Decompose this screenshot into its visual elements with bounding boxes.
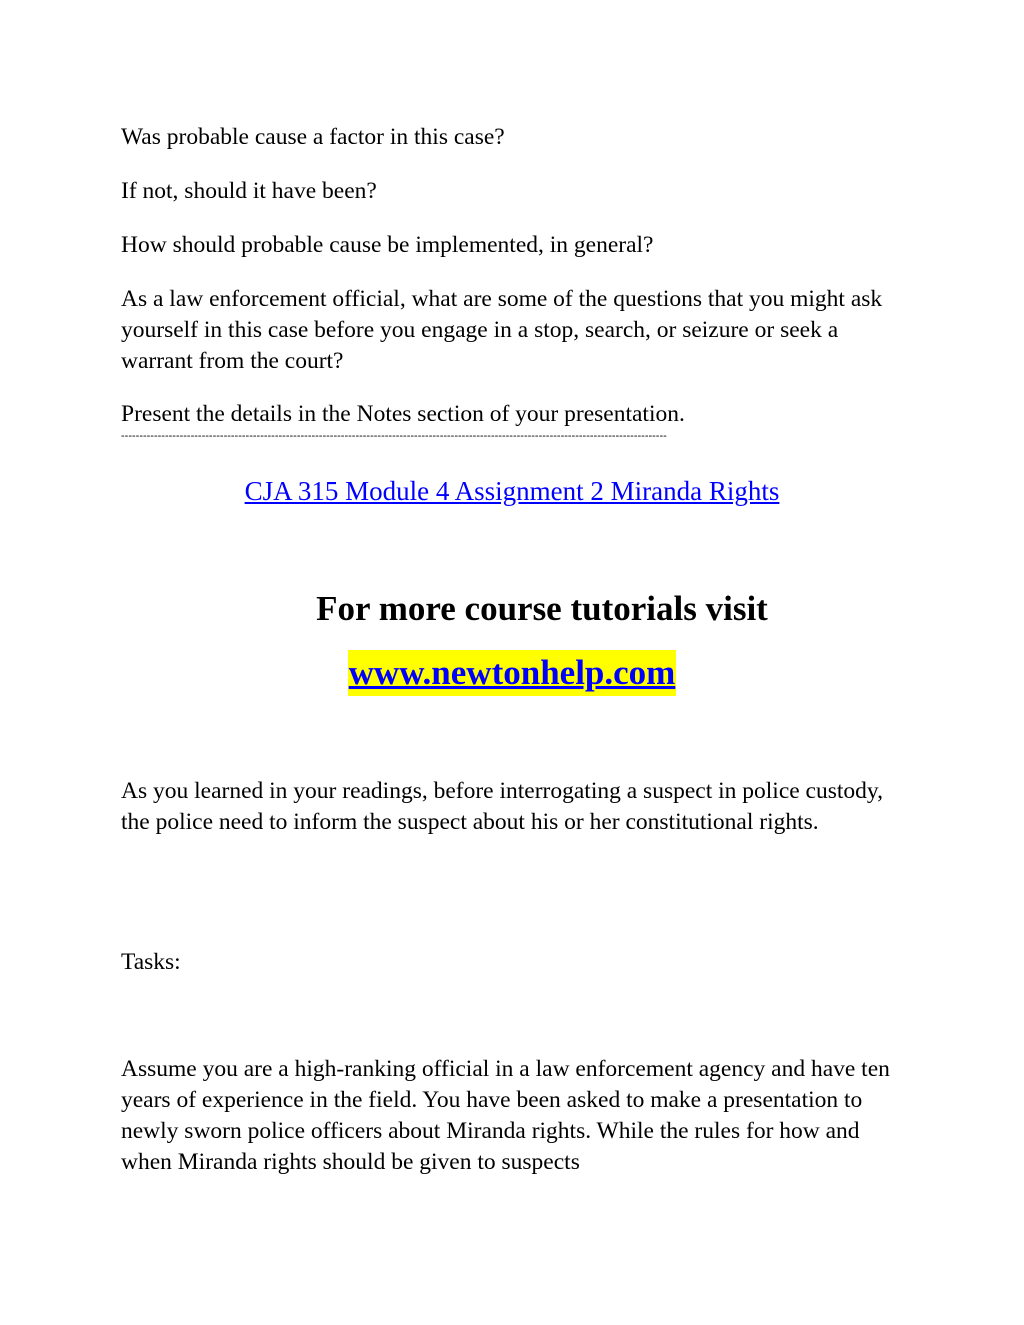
- intro-paragraph: As you learned in your readings, before interrogating a suspect in police custody, the police need to inform the suspect about his or her constitutional rights.: [121, 778, 884, 835]
- question-law-enforcement-official: As a law enforcement official, what are some of the questions that you might ask yourself in this case before you engage in a stop, search, or seizure or seek a warrant from the court?: [121, 286, 883, 374]
- question-implementation: How should probable cause be implemented, in general?: [121, 232, 654, 258]
- question-should-it-have-been: If not, should it have been?: [121, 178, 377, 204]
- task-paragraph: Assume you are a high-ranking official in a law enforcement agency and have ten years of experience in the field. You have been asked to make a presentation to newly sworn police officers about Miranda rights. While the rules for how and when Miranda rights should be given to suspects: [121, 1056, 890, 1175]
- site-link-container: [0, 650, 1024, 696]
- website-link[interactable]: www.newtonhelp.com: [348, 650, 677, 696]
- tasks-label: Tasks:: [121, 949, 181, 975]
- visit-heading: For more course tutorials visit: [316, 589, 768, 628]
- dashed-divider: -----------------------------------------------------------------------------------------------------------------------------------------------------: [121, 430, 667, 442]
- assignment-title-link[interactable]: CJA 315 Module 4 Assignment 2 Miranda Rights: [244, 476, 780, 506]
- instruction-notes-section: Present the details in the Notes section of your presentation.: [121, 401, 685, 427]
- question-probable-cause-factor: Was probable cause a factor in this case?: [121, 124, 505, 150]
